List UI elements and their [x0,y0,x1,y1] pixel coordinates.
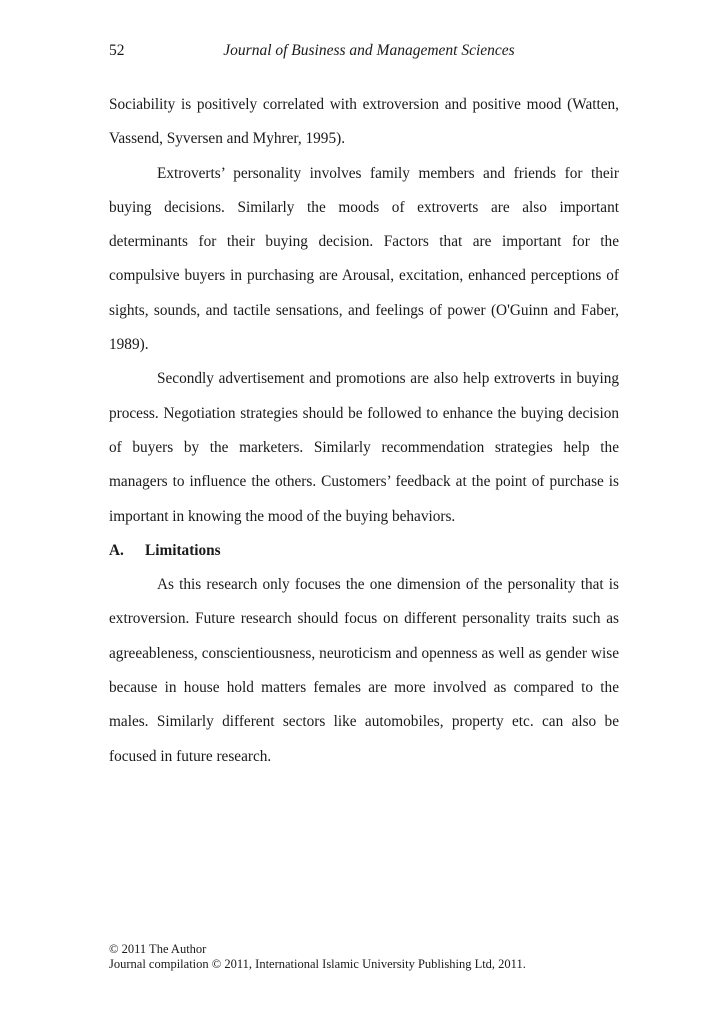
section-title: Limitations [145,541,221,559]
paragraph: Sociability is positively correlated with extroversion and positive mood (Watten, Vassend, Syversen and Myhrer, 1995). [109,96,619,148]
section-number: A. [109,541,124,559]
journal-title: Journal of Business and Management Sciences [223,42,515,59]
paragraph: As this research only focuses the one dimension of the personality that is extroversion. Future research should focus on different personality traits such as agreeableness, conscientiousness, neuroticism and openness as well as gender wise because in house hold matters females are more involved as compared to the males. Similarly different sectors like automobiles, property etc. can also be focused in future research. [109,576,619,765]
page-number: 52 [109,42,125,59]
article-body [109,88,619,774]
footer [109,942,629,972]
section-heading [109,534,619,568]
paragraph: Extroverts’ personality involves family members and friends for their buying decisions. Similarly the moods of extroverts are also important determinants for their buying decision. Factors that are important for the compulsive buyers in purchasing are Arousal, excitation, enhanced perceptions of sights, sounds, and tactile sensations, and feelings of power (O'Guinn and Faber, 1989). [109,164,619,354]
paragraph: Secondly advertisement and promotions are also help extroverts in buying process. Negotiation strategies should be followed to enhance the buying decision of buyers by the marketers. Similarly recommendation strategies help the managers to influence the others. Customers’ feedback at the point of purchase is important in knowing the mood of the buying behaviors. [109,370,619,525]
footer-compilation: Journal compilation © 2011, International Islamic University Publishing Ltd, 2011. [109,957,526,971]
footer-copyright: © 2011 The Author [109,942,207,956]
